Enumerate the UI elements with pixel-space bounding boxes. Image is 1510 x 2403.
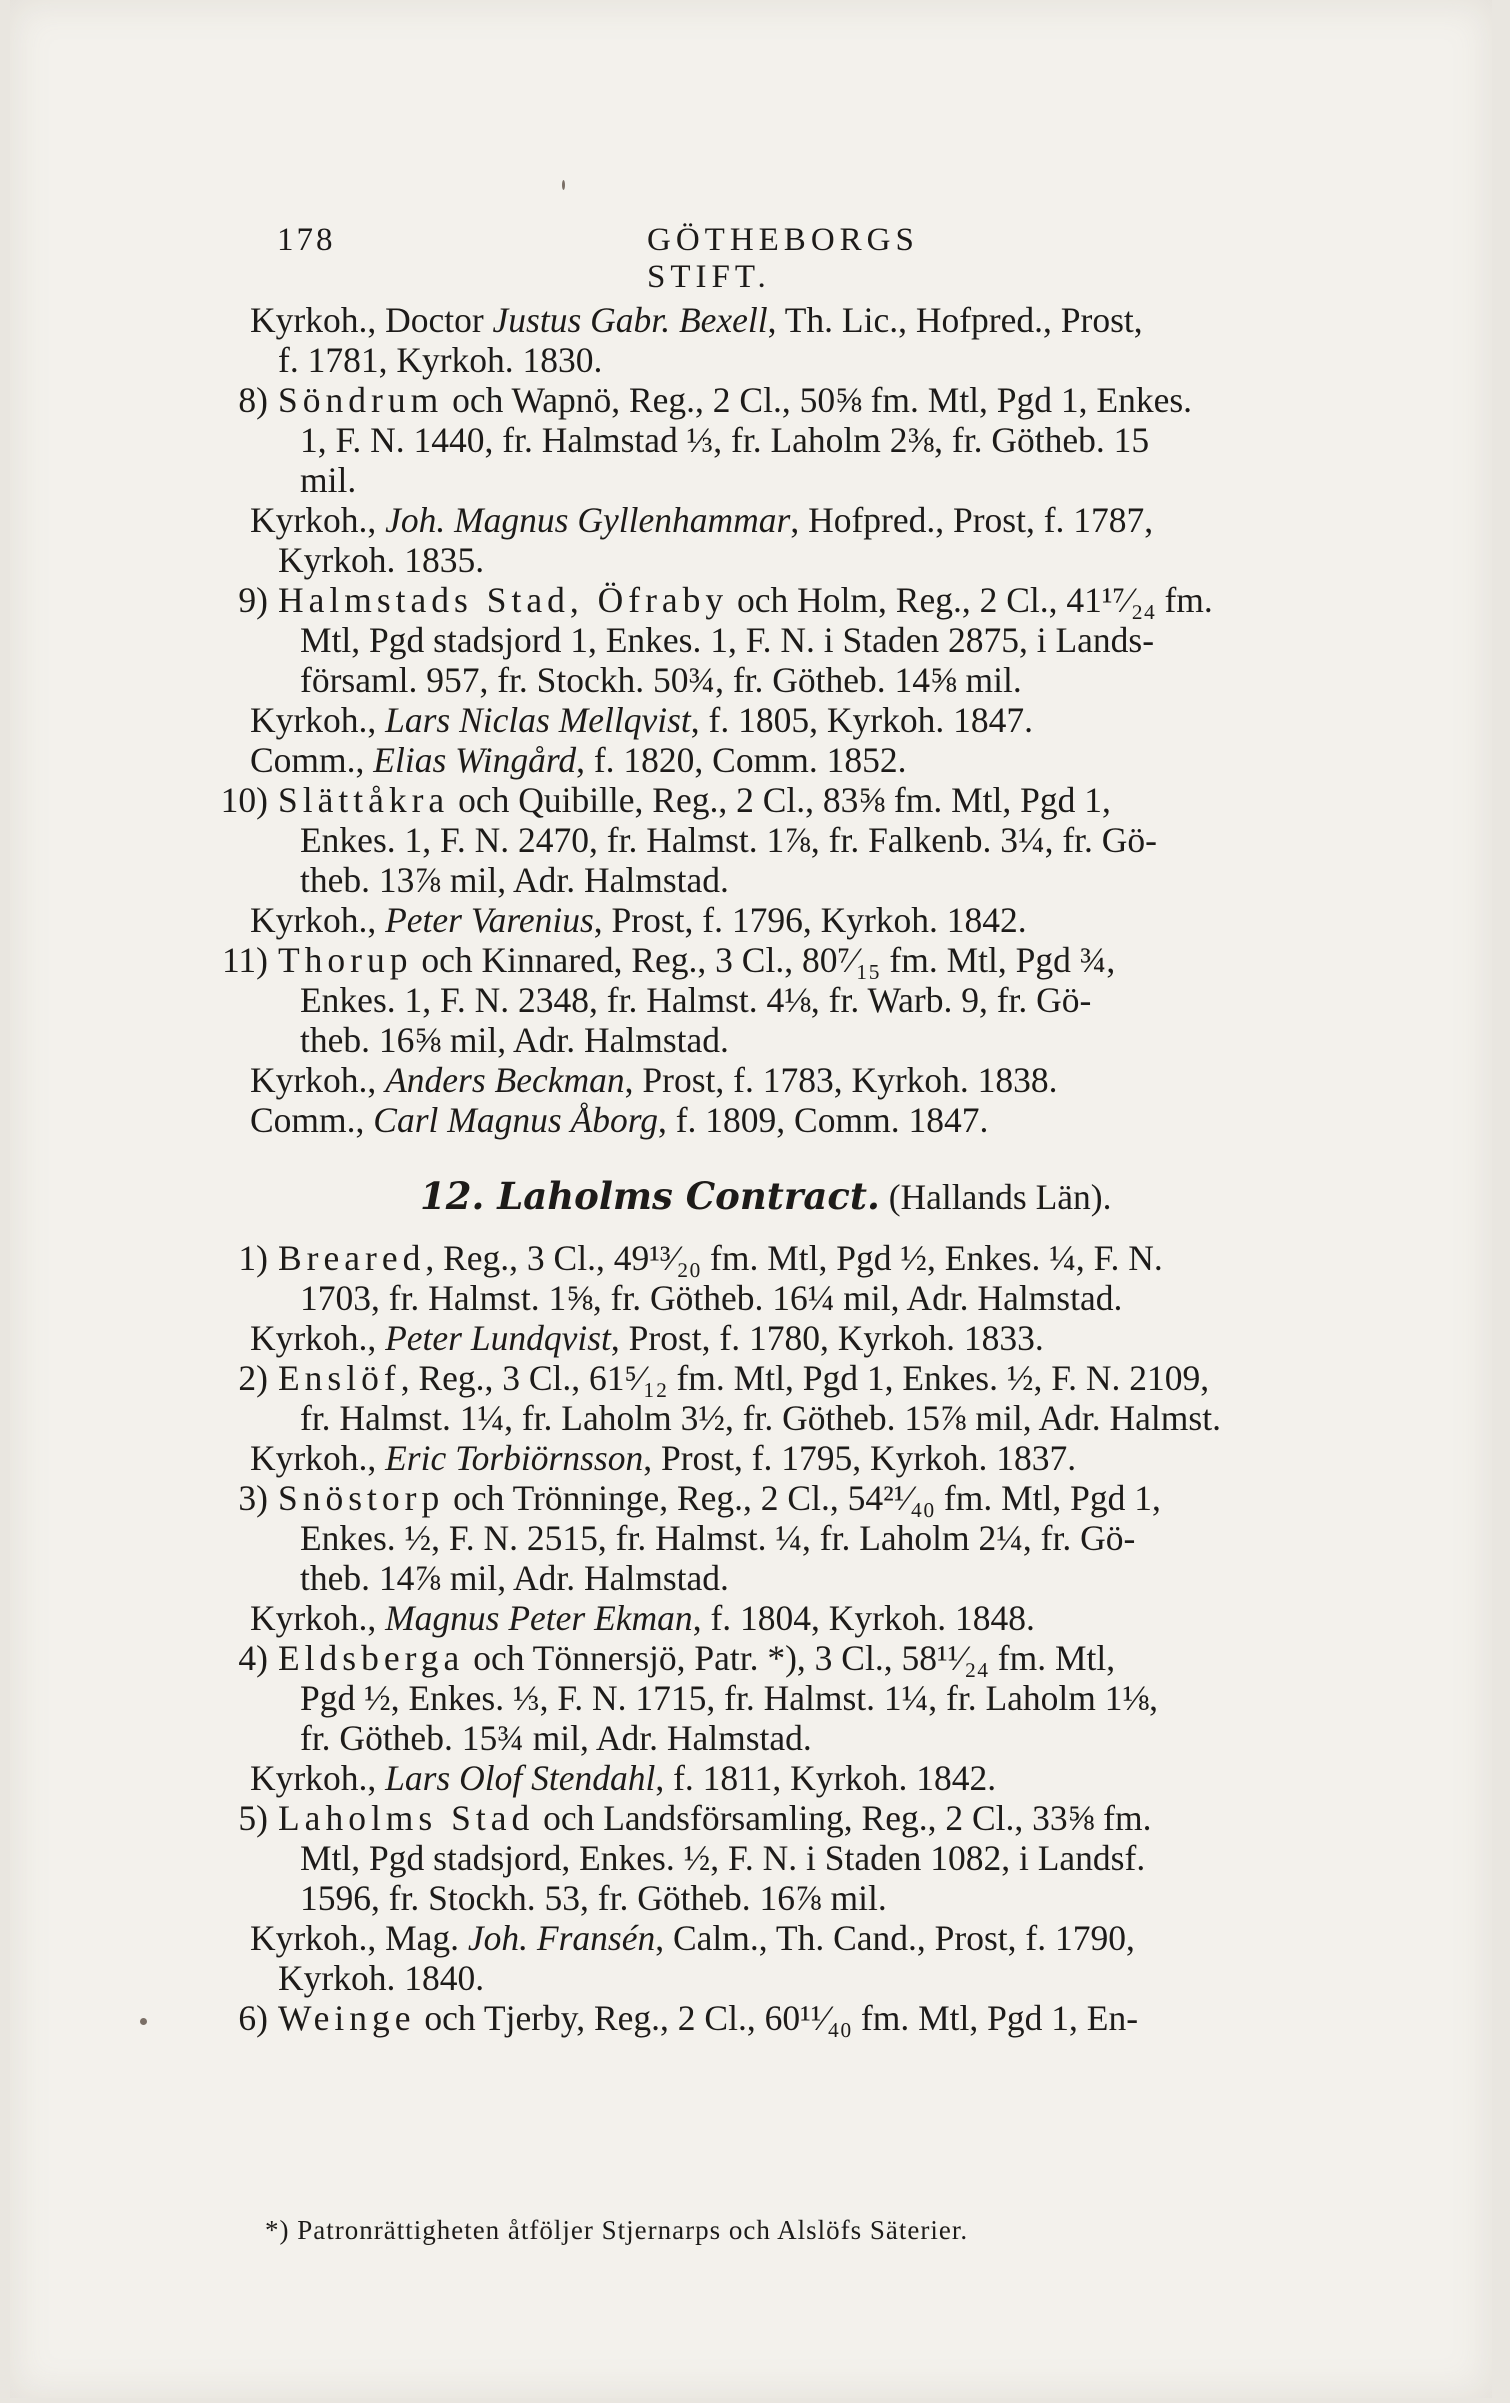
entry-text: och Landsförsamling, Reg., 2 Cl., 33⅝ fm. [534, 1798, 1152, 1838]
entry-continuation: Enkes. 1, F. N. 2470, fr. Halmst. 1⅞, fr. Falkenb. 3¼, fr. Gö- [300, 820, 1157, 860]
entry-number: 11) [221, 940, 268, 980]
page-number: 178 [277, 222, 336, 258]
entry-number: 6) [238, 1998, 268, 2038]
clergy-line [250, 500, 1415, 540]
clergy-title: Kyrkoh., Doctor [250, 300, 493, 340]
clergy-name: Justus Gabr. Bexell [492, 300, 768, 340]
clergy-title: Kyrkoh., [250, 1318, 386, 1358]
entry-line [238, 1798, 1415, 1838]
clergy-title: Kyrkoh., [250, 900, 386, 940]
clergy-name: Peter Varenius [385, 900, 594, 940]
entry-line [238, 1998, 1415, 2038]
clergy-details: , Prost, f. 1795, Kyrkoh. 1837. [643, 1438, 1077, 1478]
entry-number: 3) [238, 1478, 268, 1518]
clergy-details: , f. 1809, Comm. 1847. [657, 1100, 989, 1140]
clergy-name: Anders Beckman [385, 1060, 625, 1100]
entry-line [238, 1478, 1415, 1518]
section-region: (Hallands Län). [888, 1177, 1112, 1217]
clergy-line [250, 1758, 1415, 1798]
parish-name: Enslöf [278, 1358, 401, 1398]
entry-continuation: mil. [300, 460, 357, 500]
entry-continuation: theb. 16⅝ mil, Adr. Halmstad. [300, 1020, 729, 1060]
clergy-name: Peter Lundqvist [385, 1318, 611, 1358]
clergy-details: , f. 1820, Comm. 1852. [576, 740, 907, 780]
clergy-title: Kyrkoh., [250, 1758, 386, 1798]
clergy-title: Kyrkoh., [250, 1438, 386, 1478]
parish-name: Slättåkra [278, 780, 450, 820]
clergy-line [250, 740, 1415, 780]
clergy-line [250, 1918, 1415, 1958]
entry-text: och Kinnared, Reg., 3 Cl., 80⁷⁄₁₅ fm. Mtl, Pgd ¾, [412, 940, 1116, 980]
entry-continuation: Pgd ½, Enkes. ⅓, F. N. 1715, fr. Halmst. 1¼, fr. Laholm 1⅛, [300, 1678, 1158, 1718]
clergy-details: , f. 1811, Kyrkoh. 1842. [655, 1758, 997, 1798]
paper-speck [140, 2018, 147, 2025]
clergy-title: Kyrkoh., [250, 700, 386, 740]
clergy-line [250, 1438, 1415, 1478]
entry-number: 1) [238, 1238, 268, 1278]
entry-text: , Reg., 3 Cl., 49¹³⁄₂₀ fm. Mtl, Pgd ½, Enkes. ¼, F. N. [425, 1238, 1163, 1278]
clergy-title: Kyrkoh., Mag. [250, 1918, 468, 1958]
clergy-continuation: f. 1781, Kyrkoh. 1830. [278, 340, 603, 380]
entry-continuation: 1596, fr. Stockh. 53, fr. Götheb. 16⅞ mil. [300, 1878, 887, 1918]
entry-text: och Wapnö, Reg., 2 Cl., 50⅝ fm. Mtl, Pgd 1, Enkes. [443, 380, 1193, 420]
entry-line [238, 1638, 1415, 1678]
clergy-continuation: Kyrkoh. 1835. [278, 540, 485, 580]
clergy-name: Eric Torbiörnsson [385, 1438, 644, 1478]
clergy-name: Carl Magnus Åborg [373, 1100, 658, 1140]
entry-line [238, 1358, 1415, 1398]
entry-line [238, 580, 1415, 620]
clergy-title: Comm., [250, 1100, 374, 1140]
clergy-line [250, 1318, 1415, 1358]
parish-name: Eldsberga [278, 1638, 465, 1678]
parish-name: Weinge [278, 1998, 416, 2038]
clergy-title: Kyrkoh., [250, 1598, 386, 1638]
entry-text: och Trönninge, Reg., 2 Cl., 54²¹⁄₄₀ fm. Mtl, Pgd 1, [444, 1478, 1161, 1518]
entry-continuation: theb. 14⅞ mil, Adr. Halmstad. [300, 1558, 729, 1598]
body-text [220, 300, 1415, 2038]
entry-text: , Reg., 3 Cl., 61⁵⁄₁₂ fm. Mtl, Pgd 1, Enkes. ½, F. N. 2109, [400, 1358, 1210, 1398]
clergy-details: , Prost, f. 1796, Kyrkoh. 1842. [593, 900, 1027, 940]
clergy-line [250, 900, 1415, 940]
clergy-title: Kyrkoh., [250, 500, 386, 540]
entry-line [238, 380, 1415, 420]
clergy-details: , Hofpred., Prost, f. 1787, [790, 500, 1154, 540]
entry-line [220, 780, 1415, 820]
parish-name: Snöstorp [278, 1478, 445, 1518]
parish-name: Laholms Stad [278, 1798, 535, 1838]
clergy-continuation: Kyrkoh. 1840. [278, 1958, 485, 1998]
clergy-title: Comm., [250, 740, 374, 780]
clergy-details: , f. 1805, Kyrkoh. 1847. [690, 700, 1033, 740]
parish-entries-laholm [238, 1238, 1415, 2038]
clergy-name: Magnus Peter Ekman [385, 1598, 693, 1638]
entry-number: 9) [238, 580, 268, 620]
entry-number: 4) [238, 1638, 268, 1678]
clergy-details: , Calm., Th. Cand., Prost, f. 1790, [655, 1918, 1135, 1958]
entry-text: och Quibille, Reg., 2 Cl., 83⅝ fm. Mtl, Pgd 1, [449, 780, 1111, 820]
entry-continuation: Mtl, Pgd stadsjord, Enkes. ½, F. N. i Staden 1082, i Landsf. [300, 1838, 1146, 1878]
entry-text: och Tönnersjö, Patr. *), 3 Cl., 58¹¹⁄₂₄ fm. Mtl, [464, 1638, 1116, 1678]
clergy-details: , Th. Lic., Hofpred., Prost, [767, 300, 1143, 340]
parish-name: Halmstads Stad, Öfraby [278, 580, 729, 620]
entry-line [238, 1238, 1415, 1278]
clergy-name: Joh. Fransén [467, 1918, 656, 1958]
entry-continuation: fr. Götheb. 15¾ mil, Adr. Halmstad. [300, 1718, 812, 1758]
clergy-name: Lars Olof Stendahl [385, 1758, 656, 1798]
parish-name: Thorup [278, 940, 413, 980]
clergy-line [250, 300, 1415, 340]
paper-speck [562, 180, 565, 190]
entry-text: och Holm, Reg., 2 Cl., 41¹⁷⁄₂₄ fm. [728, 580, 1213, 620]
entry-number: 2) [238, 1358, 268, 1398]
clergy-details: , Prost, f. 1780, Kyrkoh. 1833. [610, 1318, 1044, 1358]
entry-continuation: 1, F. N. 1440, fr. Halmstad ⅓, fr. Laholm 2⅜, fr. Götheb. 15 [300, 420, 1150, 460]
entry-text: och Tjerby, Reg., 2 Cl., 60¹¹⁄₄₀ fm. Mtl, Pgd 1, En- [415, 1998, 1139, 2038]
section-title: 12. Laholms Contract. [420, 1174, 880, 1218]
clergy-title: Kyrkoh., [250, 1060, 386, 1100]
entry-number: 5) [238, 1798, 268, 1838]
entry-number: 10) [220, 780, 268, 820]
entry-continuation: fr. Halmst. 1¼, fr. Laholm 3½, fr. Götheb. 15⅞ mil, Adr. Halmst. [300, 1398, 1221, 1438]
clergy-name: Joh. Magnus Gyllenhammar [385, 500, 791, 540]
entry-continuation: Enkes. ½, F. N. 2515, fr. Halmst. ¼, fr. Laholm 2¼, fr. Gö- [300, 1518, 1136, 1558]
footnote: *) Patronrättigheten åtföljer Stjernarps och Alslöfs Säterier. [265, 2215, 969, 2245]
clergy-line [250, 1598, 1415, 1638]
entry-number: 8) [238, 380, 268, 420]
book-page [10, 0, 1492, 2398]
entry-continuation: 1703, fr. Halmst. 1⅝, fr. Götheb. 16¼ mil, Adr. Halmstad. [300, 1278, 1123, 1318]
section-heading [250, 1176, 1415, 1216]
clergy-name: Elias Wingård [373, 740, 577, 780]
entry-continuation: Enkes. 1, F. N. 2348, fr. Halmst. 4⅛, fr. Warb. 9, fr. Gö- [300, 980, 1092, 1020]
running-title: GÖTHEBORGS STIFT. [647, 222, 919, 295]
clergy-line [250, 700, 1415, 740]
parish-entries-stift [220, 300, 1415, 1140]
clergy-details: , f. 1804, Kyrkoh. 1848. [692, 1598, 1035, 1638]
clergy-name: Lars Niclas Mellqvist [385, 700, 691, 740]
parish-name: Breared [278, 1238, 426, 1278]
entry-line [221, 940, 1415, 980]
entry-continuation: församl. 957, fr. Stockh. 50¾, fr. Götheb. 14⅝ mil. [300, 660, 1022, 700]
clergy-line [250, 1100, 1415, 1140]
clergy-line [250, 1060, 1415, 1100]
clergy-details: , Prost, f. 1783, Kyrkoh. 1838. [624, 1060, 1058, 1100]
entry-continuation: Mtl, Pgd stadsjord 1, Enkes. 1, F. N. i Staden 2875, i Lands- [300, 620, 1155, 660]
entry-continuation: theb. 13⅞ mil, Adr. Halmstad. [300, 860, 729, 900]
parish-name: Söndrum [278, 380, 444, 420]
